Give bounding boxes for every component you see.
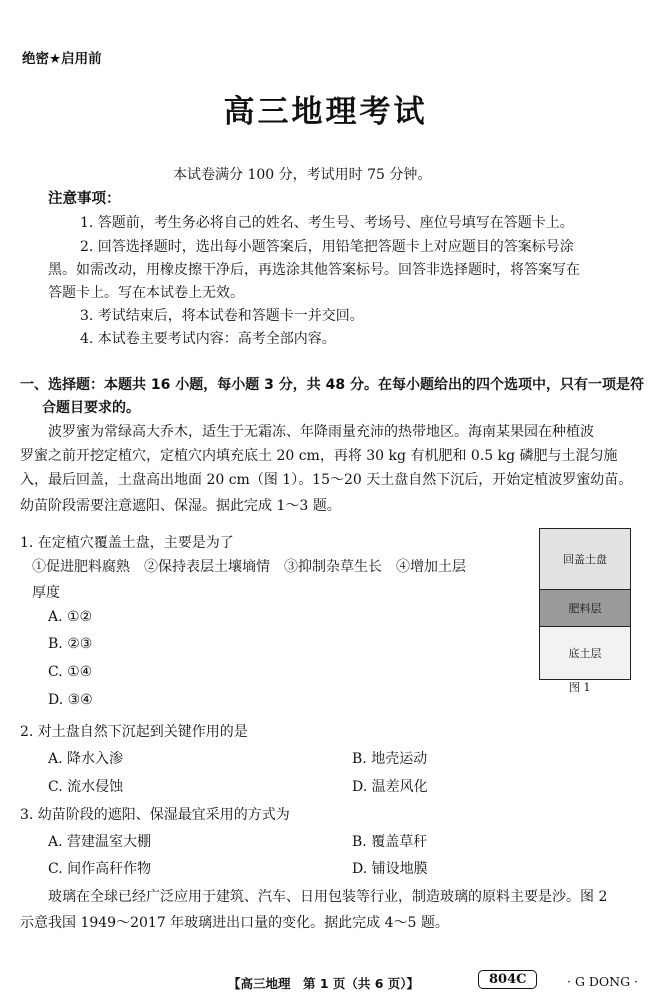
secret-label: 绝密★启用前 — [22, 51, 102, 67]
question-2-stem: 2. 对土盘自然下沉起到关键作用的是 — [20, 724, 248, 740]
figure-1 — [539, 528, 631, 680]
passage-line: 玻璃在全球已经广泛应用于建筑、汽车、日用包装等行业，制造玻璃的原料主要是沙。图 2 — [48, 889, 608, 905]
question-1-items: ①促进肥料腐熟 ②保持表层土壤墒情 ③抑制杂草生长 ④增加土层 — [32, 559, 466, 575]
layer-fertilizer: 肥料层 — [539, 590, 631, 627]
question-2-option-b: B. 地壳运动 — [352, 751, 428, 767]
passage-line: 示意我国 1949～2017 年玻璃进出口量的变化。据此完成 4～5 题。 — [20, 915, 449, 931]
question-3-option-b: B. 覆盖草秆 — [352, 834, 428, 850]
question-1-option-c: C. ①④ — [48, 664, 93, 680]
notice-line: 2. 回答选择题时，选出每小题答案后，用铅笔把答题卡上对应题目的答案标号涂 — [80, 239, 574, 255]
layer-top-soil: 回盖土盘 — [539, 528, 631, 590]
section-heading-cont: 合题目要求的。 — [42, 400, 140, 416]
notice-line: 1. 答题前，考生务必将自己的姓名、考生号、考场号、座位号填写在答题卡上。 — [80, 215, 574, 231]
question-2-option-a: A. 降水入渗 — [48, 751, 124, 767]
notice-heading: 注意事项： — [48, 191, 121, 207]
passage-line: 幼苗阶段需要注意遮阳、保湿。据此完成 1～3 题。 — [20, 498, 341, 514]
notice-line: 4. 本试卷主要考试内容：高考全部内容。 — [80, 331, 336, 347]
question-3-option-c: C. 间作高秆作物 — [48, 861, 152, 877]
question-3-option-a: A. 营建温室大棚 — [48, 834, 152, 850]
question-2-option-d: D. 温差风化 — [352, 779, 428, 795]
question-3-option-d: D. 铺设地膜 — [352, 861, 428, 877]
page-footer: 【高三地理 第 1 页（共 6 页）】 — [228, 976, 420, 991]
question-2-option-c: C. 流水侵蚀 — [48, 779, 124, 795]
passage-line: 罗蜜之前开挖定植穴，定植穴内填充底土 20 cm，再将 30 kg 有机肥和 0.5 kg 磷肥与土混匀施 — [20, 448, 618, 464]
notice-line: 黑。如需改动，用橡皮擦干净后，再选涂其他答案标号。回答非选择题时，将答案写在 — [48, 262, 580, 278]
figure-1-caption: 图 1 — [569, 681, 591, 694]
section-heading: 一、选择题：本题共 16 小题，每小题 3 分，共 48 分。在每小题给出的四个选项中，只有一项是符 — [20, 377, 644, 393]
question-1-items-cont: 厚度 — [32, 585, 60, 601]
question-1-stem: 1. 在定植穴覆盖土盘，主要是为了 — [20, 535, 234, 551]
exam-title: 高三地理考试 — [223, 94, 428, 130]
layer-bottom-soil: 底土层 — [539, 627, 631, 680]
question-3-stem: 3. 幼苗阶段的遮阳、保湿最宜采用的方式为 — [20, 807, 290, 823]
passage-line: 入，最后回盖，土盘高出地面 20 cm（图 1）。15～20 天土盘自然下沉后，开始定植波罗蜜幼苗。 — [20, 472, 633, 488]
notice-line: 答题卡上。写在本试卷上无效。 — [48, 285, 244, 301]
question-1-option-b: B. ②③ — [48, 636, 93, 652]
question-1-option-d: D. ③④ — [48, 692, 93, 708]
brand-mark: · G DONG · — [567, 974, 639, 989]
notice-line: 3. 考试结束后，将本试卷和答题卡一并交回。 — [80, 308, 364, 324]
paper-code-badge: 804C — [478, 970, 537, 989]
passage-line: 波罗蜜为常绿高大乔木，适生于无霜冻、年降雨量充沛的热带地区。海南某果园在种植波 — [48, 424, 594, 440]
question-1-option-a: A. ①② — [48, 609, 93, 625]
exam-intro: 本试卷满分 100 分，考试用时 75 分钟。 — [173, 167, 432, 183]
